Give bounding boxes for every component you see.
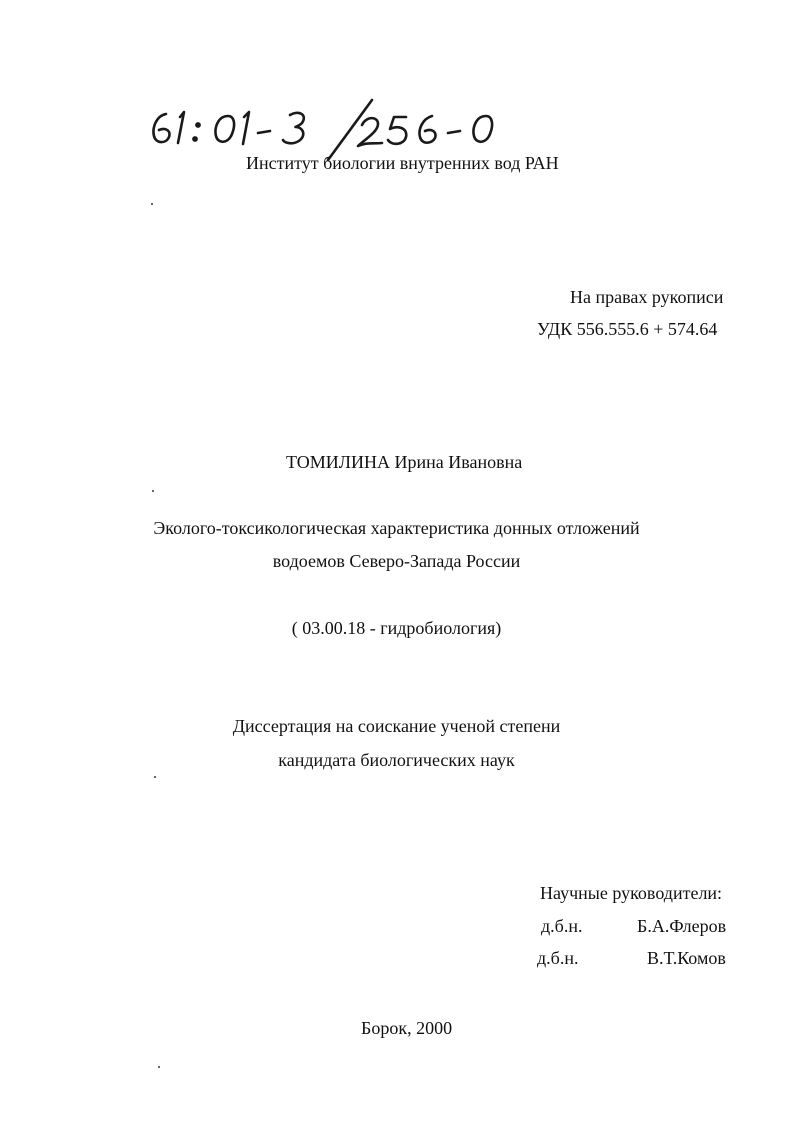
- scan-speck: [158, 1066, 160, 1068]
- author-name: ТОМИЛИНА Ирина Ивановна: [286, 452, 523, 472]
- supervisor-name: Б.А.Флеров: [637, 916, 727, 936]
- scan-speck: [151, 203, 153, 205]
- supervisor-degree: д.б.н.: [537, 948, 579, 968]
- dissertation-title-line-1: Эколого-токсикологическая характеристика донных отложений: [153, 518, 640, 538]
- specialty-code: ( 03.00.18 - гидробиология): [291, 618, 502, 638]
- udc-code: УДК 556.555.6 + 574.64: [537, 319, 718, 339]
- supervisor-name: В.Т.Комов: [647, 948, 726, 968]
- place-and-year: Борок, 2000: [361, 1018, 453, 1038]
- supervisor-degree: д.б.н.: [541, 916, 583, 936]
- scan-speck: [152, 490, 154, 492]
- degree-line-1: Диссертация на соискание ученой степени: [232, 716, 561, 736]
- institute-name: Институт биологии внутренних вод РАН: [246, 153, 559, 173]
- scan-speck: [154, 776, 156, 778]
- supervisors-heading: Научные руководители:: [540, 883, 723, 903]
- manuscript-rights-note: На правах рукописи: [570, 287, 724, 307]
- degree-line-2: кандидата биологических наук: [278, 750, 515, 770]
- dissertation-title-line-2: водоемов Северо-Запада России: [272, 551, 521, 571]
